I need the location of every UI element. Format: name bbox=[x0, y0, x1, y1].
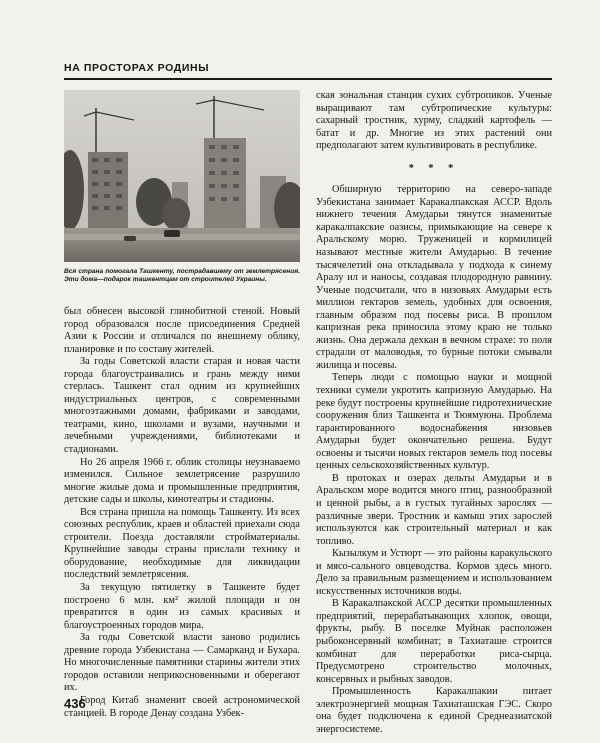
paragraph: был обнесен высокой глинобитной стеной. Новый город образовался после присоединения Средней Азии к России и отличался по внешнему облику, планировке и по составу жителей. bbox=[64, 306, 300, 355]
paragraph: Теперь люди с помощью науки и мощной техники сумели укротить капризную Амударью. На реке будут построены крупнейшие гидротехнические сооружения близ Ташкента и Тюямуюна. Проблема гарантированного водоснабжения низовьев Амударьи будет окончательно решена. Будут освоены и тысячи новых гектаров земель под посевы ценных сельскохозяйственных культур. bbox=[316, 372, 552, 472]
section-header: НА ПРОСТОРАХ РОДИНЫ bbox=[64, 62, 210, 74]
paragraph: Промышленность Каракалпакии питает электроэнергией мощная Тахиаташская ГЭС. Скоро она будет подключена к единой Среднеазиатской энергосистеме. bbox=[316, 686, 552, 735]
paragraph: ская зональная станция сухих субтропиков. Ученые выращивают там субтропические культуры: сахарный тростник, хурму, сладкий картофель — батат и др. Многие из этих растений они предполагают затем культивировать в республике. bbox=[316, 90, 552, 152]
paragraph: Но 26 апреля 1966 г. облик столицы неузнаваемо изменился. Сильное землетрясение разрушило многие жилые дома и промышленные предприятия, детские сады и школы, кинотеатры и стадионы. bbox=[64, 456, 300, 506]
paragraph: Обширную территорию на северо-западе Узбекистана занимает Каракалпакская АССР. Вдоль нижнего течения Амударьи тянутся знаменитые каракалпакские оазисы, примыкающие на севере к Аральскому морю. Труженицей и кормилицей называют местные жители Амударью. В течение тысячелетий она откладывала у подхода к синему Аралу ил и наносы, создавая плодородную равнину. Ученые подсчитали, что в низовьях Амударьи есть миллион гектаров земель, удобных для освоения, главным образом под посевы риса. В прошлом капризная река приносила этому краю не только жизнь. Она держала дехкан в вечном страхе: то поля страдали от маловодья, то бурные потоки смывали жилища и посевы. bbox=[316, 184, 552, 371]
photo-caption: Вся страна помогала Ташкенту, пострадавшему от землетрясения. Эти дома—подарок ташкентцам от строителей Украины. bbox=[64, 268, 300, 284]
paragraph: В Каракалпакской АССР десятки промышленных предприятий, перерабатывающих хлопок, овощи, фрукты, рыбу. В поселке Муйнак расположен рыбоконсервный комбинат; в Тахиаташе строится комбинат для переработки риса-сырца. Предусмотрено строительство молочных, консервных и рыбных заводов. bbox=[316, 598, 552, 685]
page-number: 436 bbox=[64, 696, 86, 711]
photo-tashkent-buildings bbox=[64, 90, 300, 262]
paragraph: Город Китаб знаменит своей астрономической станцией. В городе Денау создана Узбек- bbox=[64, 694, 300, 719]
paragraph: В протоках и озерах дельты Амударьи и в Аральском море водится много птиц, разнообразной и ценной рыбы, а в густых тугайных зарослях — различные звери. Тростник и камыш этих зарослей используются как строительный материал и как топливо. bbox=[316, 472, 552, 547]
paragraph: За годы Советской власти старая и новая части города благоустраивались и грань между ними стерлась. Ташкент стал одним из крупнейших индустриальных центров, с современными многоэтажными домами, фабриками и заводами, театрами, кино, школами и вузами, научными и лечебными учреждениями, библиотеками и стадионами. bbox=[64, 356, 300, 456]
paragraph: Вся страна пришла на помощь Ташкенту. Из всех союзных республик, краев и областей приехали сюда строители. Поезда доставляли стройматериалы. Крупнейшие заводы страны прислали технику и оборудование, необходимые для ликвидации последствий землетрясения. bbox=[64, 506, 300, 581]
paragraph: Кызылкум и Устюрт — это районы каракульского и мясо-сального овцеводства. Кормов здесь много. Дело за правильным размещением и использованием искусственных источников воды. bbox=[316, 548, 552, 597]
header-rule bbox=[64, 78, 552, 80]
right-text-column bbox=[316, 90, 552, 736]
section-separator: * * * bbox=[408, 162, 460, 174]
paragraph: За годы Советской власти заново родились древние города Узбекистана — Самарканд и Бухара. Но многочисленные памятники старины жители этих городов оставили неприкосновенными и оберегают их. bbox=[64, 632, 300, 694]
left-text-column bbox=[64, 306, 300, 720]
paragraph: За текущую пятилетку в Ташкенте будет построено 6 млн. км² жилой площади и он превратится в один из самых красивых и благоустроенных городов мира. bbox=[64, 582, 300, 631]
